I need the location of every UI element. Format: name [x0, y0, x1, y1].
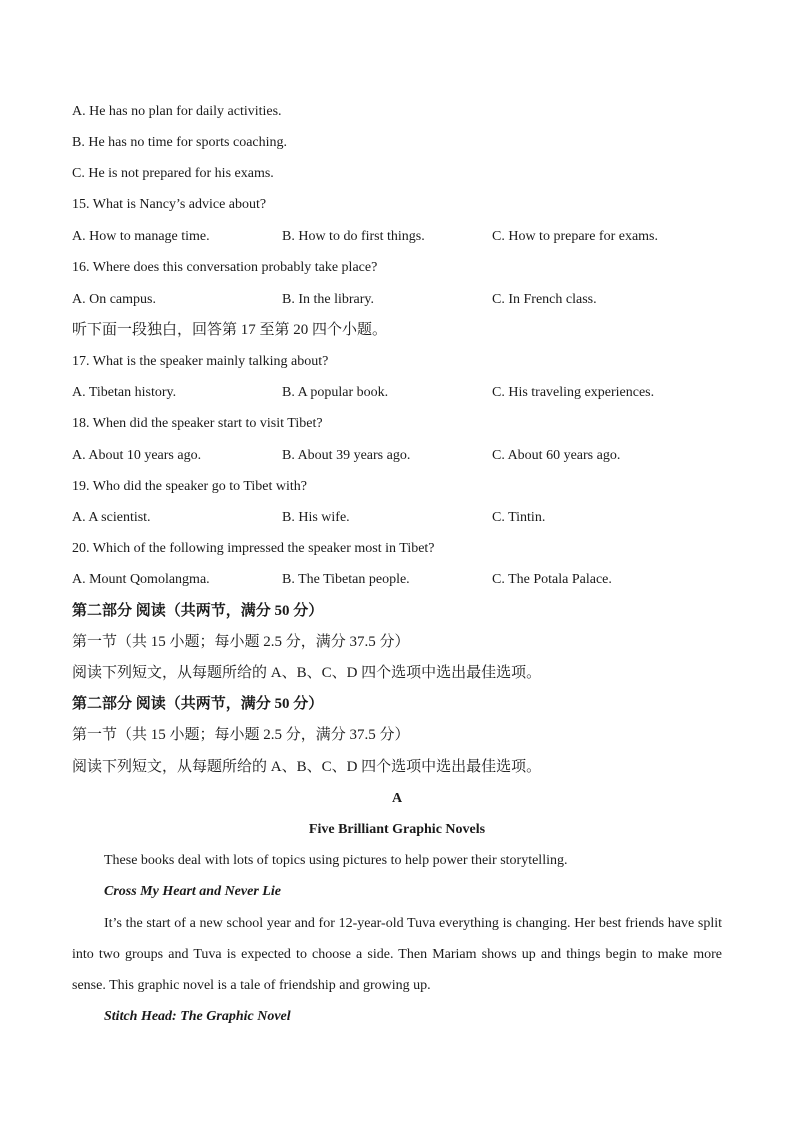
- q17-option-c: C. His traveling experiences.: [492, 385, 655, 400]
- q14-option-c: C. He is not prepared for his exams.: [72, 166, 274, 181]
- q17-question: 17. What is the speaker mainly talking about?: [72, 354, 329, 369]
- q15-option-c: C. How to prepare for exams.: [492, 229, 659, 244]
- q15-question: 15. What is Nancy’s advice about?: [72, 197, 267, 212]
- q15-option-b: B. How to do first things.: [282, 229, 425, 244]
- q20-option-b: B. The Tibetan people.: [282, 572, 410, 587]
- q18-option-b: B. About 39 years ago.: [282, 448, 411, 463]
- book1-description: It’s the start of a new school year and for 12-year-old Tuva everything is changing. Her best friends have split into two groups and Tuva is expected to choose a side. Then Mariam shows up and things begin to make more sense. This graphic novel is a tale of friendship and growing up.: [72, 916, 722, 993]
- q20-question: 20. Which of the following impressed the speaker most in Tibet?: [72, 541, 435, 556]
- book1-title: Cross My Heart and Never Lie: [104, 884, 281, 899]
- book2-title: Stitch Head: The Graphic Novel: [104, 1009, 291, 1024]
- q14-option-a: A. He has no plan for daily activities.: [72, 104, 282, 119]
- part2-heading-repeat: 第二部分 阅读（共两节，满分 50 分）: [72, 696, 324, 712]
- section1-heading-repeat: 第一节（共 15 小题；每小题 2.5 分，满分 37.5 分）: [72, 727, 410, 743]
- q19-option-c: C. Tintin.: [492, 510, 546, 525]
- q16-option-c: C. In French class.: [492, 292, 597, 307]
- q16-option-b: B. In the library.: [282, 292, 375, 307]
- q17-option-b: B. A popular book.: [282, 385, 389, 400]
- q20-option-c: C. The Potala Palace.: [492, 572, 612, 587]
- q19-question: 19. Who did the speaker go to Tibet with?: [72, 479, 307, 494]
- q19-option-a: A. A scientist.: [72, 510, 151, 525]
- part2-heading: 第二部分 阅读（共两节，满分 50 分）: [72, 603, 324, 619]
- q19-option-b: B. His wife.: [282, 510, 350, 525]
- section1-heading: 第一节（共 15 小题；每小题 2.5 分，满分 37.5 分）: [72, 634, 410, 650]
- reading-instruction-repeat: 阅读下列短文，从每题所给的 A、B、C、D 四个选项中选出最佳选项。: [72, 759, 542, 775]
- q18-option-a: A. About 10 years ago.: [72, 448, 202, 463]
- q16-option-a: A. On campus.: [72, 292, 156, 307]
- reading-instruction: 阅读下列短文，从每题所给的 A、B、C、D 四个选项中选出最佳选项。: [72, 665, 542, 681]
- q14-option-b: B. He has no time for sports coaching.: [72, 135, 288, 150]
- q20-option-a: A. Mount Qomolangma.: [72, 572, 210, 587]
- q16-question: 16. Where does this conversation probably take place?: [72, 260, 378, 275]
- passage-letter: A: [391, 791, 403, 806]
- q18-question: 18. When did the speaker start to visit Tibet?: [72, 416, 323, 431]
- q17-option-a: A. Tibetan history.: [72, 385, 177, 400]
- passage-intro: These books deal with lots of topics using pictures to help power their storytelling.: [104, 853, 568, 868]
- monologue-instruction: 听下面一段独白，回答第 17 至第 20 四个小题。: [72, 322, 388, 338]
- passage-title: Five Brilliant Graphic Novels: [308, 822, 486, 837]
- q15-option-a: A. How to manage time.: [72, 229, 210, 244]
- q18-option-c: C. About 60 years ago.: [492, 448, 621, 463]
